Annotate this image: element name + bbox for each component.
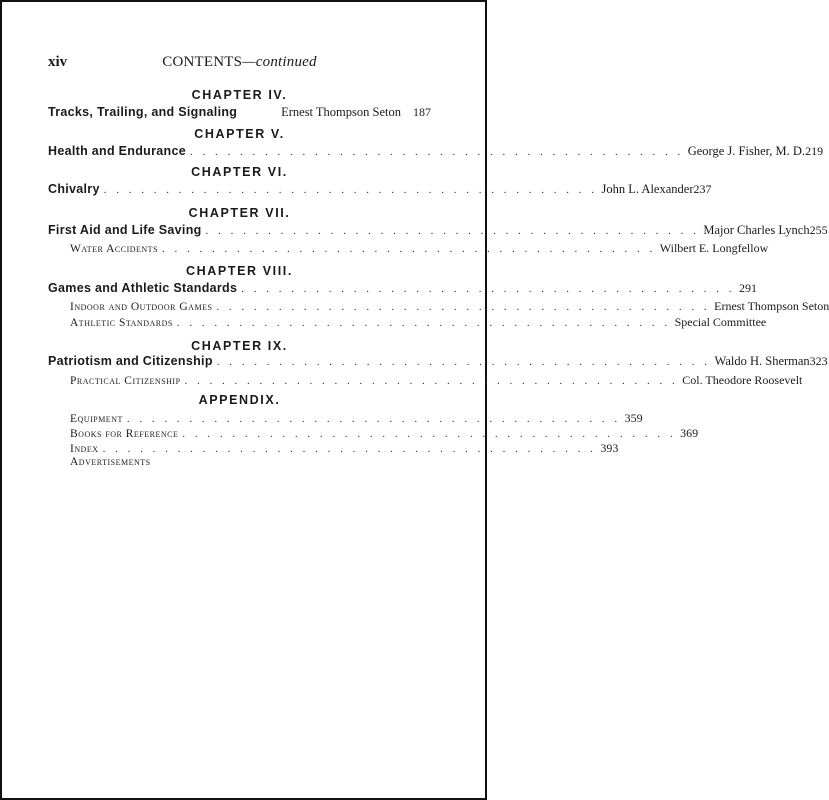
toc-subentry	[70, 299, 829, 314]
entry-author: Ernest Thompson Seton	[281, 105, 401, 119]
appendix-page: 369	[680, 426, 699, 440]
subentry-title: Indoor and Outdoor Games	[70, 301, 213, 313]
chapter-heading: CHAPTER IV.	[191, 88, 288, 102]
entry-author: Major Charles Lynch	[703, 223, 810, 237]
entry-title: Health and Endurance	[48, 144, 186, 158]
appendix-entry	[70, 411, 643, 426]
toc-entry	[48, 281, 757, 296]
subentry-author: Wilbert E. Longfellow	[659, 241, 769, 255]
toc-entry	[48, 182, 712, 197]
running-title	[48, 54, 431, 71]
leader-dots: . . . . . . . . . . . . . . . . . . . . . . . . . . . . . . . . . . . . . . . .	[184, 375, 679, 387]
entry-author: John L. Alexander	[601, 182, 694, 196]
toc-subentry	[70, 241, 769, 256]
page-content	[48, 2, 829, 798]
leader-dots: . . . . . . . . . . . . . . . . . . . . . . . . . . . . . . . . . . . . . . . .	[102, 443, 597, 455]
chapter-heading: CHAPTER VI.	[191, 165, 288, 179]
leader-dots: . . . . . . . . . . . . . . . . . . . . . . . . . . . . . . . . . . . . . . . .	[103, 184, 598, 196]
entry-title: Patriotism and Citizenship	[48, 354, 213, 368]
toc-entry	[48, 354, 828, 369]
toc-subentry	[70, 373, 803, 388]
leader-dots: . . . . . . . . . . . . . . . . . . . . . . . . . . . . . . . . . . . . . . . .	[176, 317, 671, 329]
page-header	[48, 54, 431, 74]
leader-dots: . . . . . . . . . . . . . . . . . . . . . . . . . . . . . . . . . . . . . . . .	[216, 301, 711, 313]
entry-page: 291	[739, 281, 757, 295]
entry-title: First Aid and Life Saving	[48, 223, 202, 237]
subentry-author: Col. Theodore Roosevelt	[682, 373, 803, 387]
entry-author: George J. Fisher, M. D.	[687, 144, 806, 158]
entry-page: 187	[413, 105, 431, 119]
chapter-heading: CHAPTER IX.	[191, 339, 288, 353]
toc-entry	[48, 223, 828, 238]
leader-dots: . . . . . . . . . . . . . . . . . . . . . . . . . . . . . . . . . . . . . . . .	[241, 283, 735, 295]
entry-page: 237	[693, 182, 712, 196]
appendix-page: 359	[624, 411, 643, 425]
leader-dots: . . . . . . . . . . . . . . . . . . . . . . . . . . . . . . . . . . . . . . . .	[182, 428, 677, 440]
entry-title: Chivalry	[48, 182, 100, 196]
leader-dots: . . . . . . . . . . . . . . . . . . . . . . . . . . . . . . . . . . . . . . . .	[189, 146, 684, 158]
subentry-title: Practical Citizenship	[70, 375, 181, 387]
chapter-heading: CHAPTER VII.	[188, 206, 291, 220]
appendix-title: Advertisements	[70, 456, 151, 468]
entry-title: Tracks, Trailing, and Signaling	[48, 105, 238, 119]
running-title-main: CONTENTS	[162, 54, 243, 70]
running-title-suffix: —continued	[242, 54, 317, 70]
appendix-entry	[70, 456, 431, 468]
appendix-title: Books for Reference	[70, 428, 179, 440]
entry-page: 323	[809, 354, 828, 368]
appendix-title: Index	[70, 443, 99, 455]
appendix-title: Equipment	[70, 413, 123, 425]
toc-entry	[48, 144, 824, 159]
subentry-title: Water Accidents	[70, 243, 159, 255]
leader-dots: . . . . . . . . . . . . . . . . . . . . . . . . . . . . . . . . . . . . . . . .	[216, 356, 711, 368]
appendix-entry	[70, 441, 619, 456]
subentry-author: Ernest Thompson Seton	[714, 299, 829, 313]
leader-dots: . . . . . . . . . . . . . . . . . . . . . . . . . . . . . . . . . . . . . . . .	[162, 243, 656, 255]
chapter-heading: CHAPTER VIII.	[186, 264, 293, 278]
appendix-heading: APPENDIX.	[198, 393, 281, 407]
chapter-heading: CHAPTER V.	[194, 127, 285, 141]
leader-dots: . . . . . . . . . . . . . . . . . . . . . . . . . . . . . . . . . . . . . . . .	[126, 413, 621, 425]
toc-entry	[48, 105, 431, 120]
subentry-title: Athletic Standards	[70, 317, 173, 329]
entry-page: 255	[809, 223, 828, 237]
leader-dots: . . . . . . . . . . . . . . . . . . . . . . . . . . . . . . . . . . . . . . . .	[205, 225, 700, 237]
entry-page: 219	[805, 144, 824, 158]
appendix-page: 393	[600, 441, 619, 455]
entry-title: Games and Athletic Standards	[48, 281, 238, 295]
subentry-author: Special Committee	[674, 315, 767, 329]
entry-author: Waldo H. Sherman	[714, 354, 810, 368]
appendix-entry	[70, 426, 699, 441]
toc-subentry	[70, 315, 767, 330]
page-number: xiv	[48, 54, 68, 70]
